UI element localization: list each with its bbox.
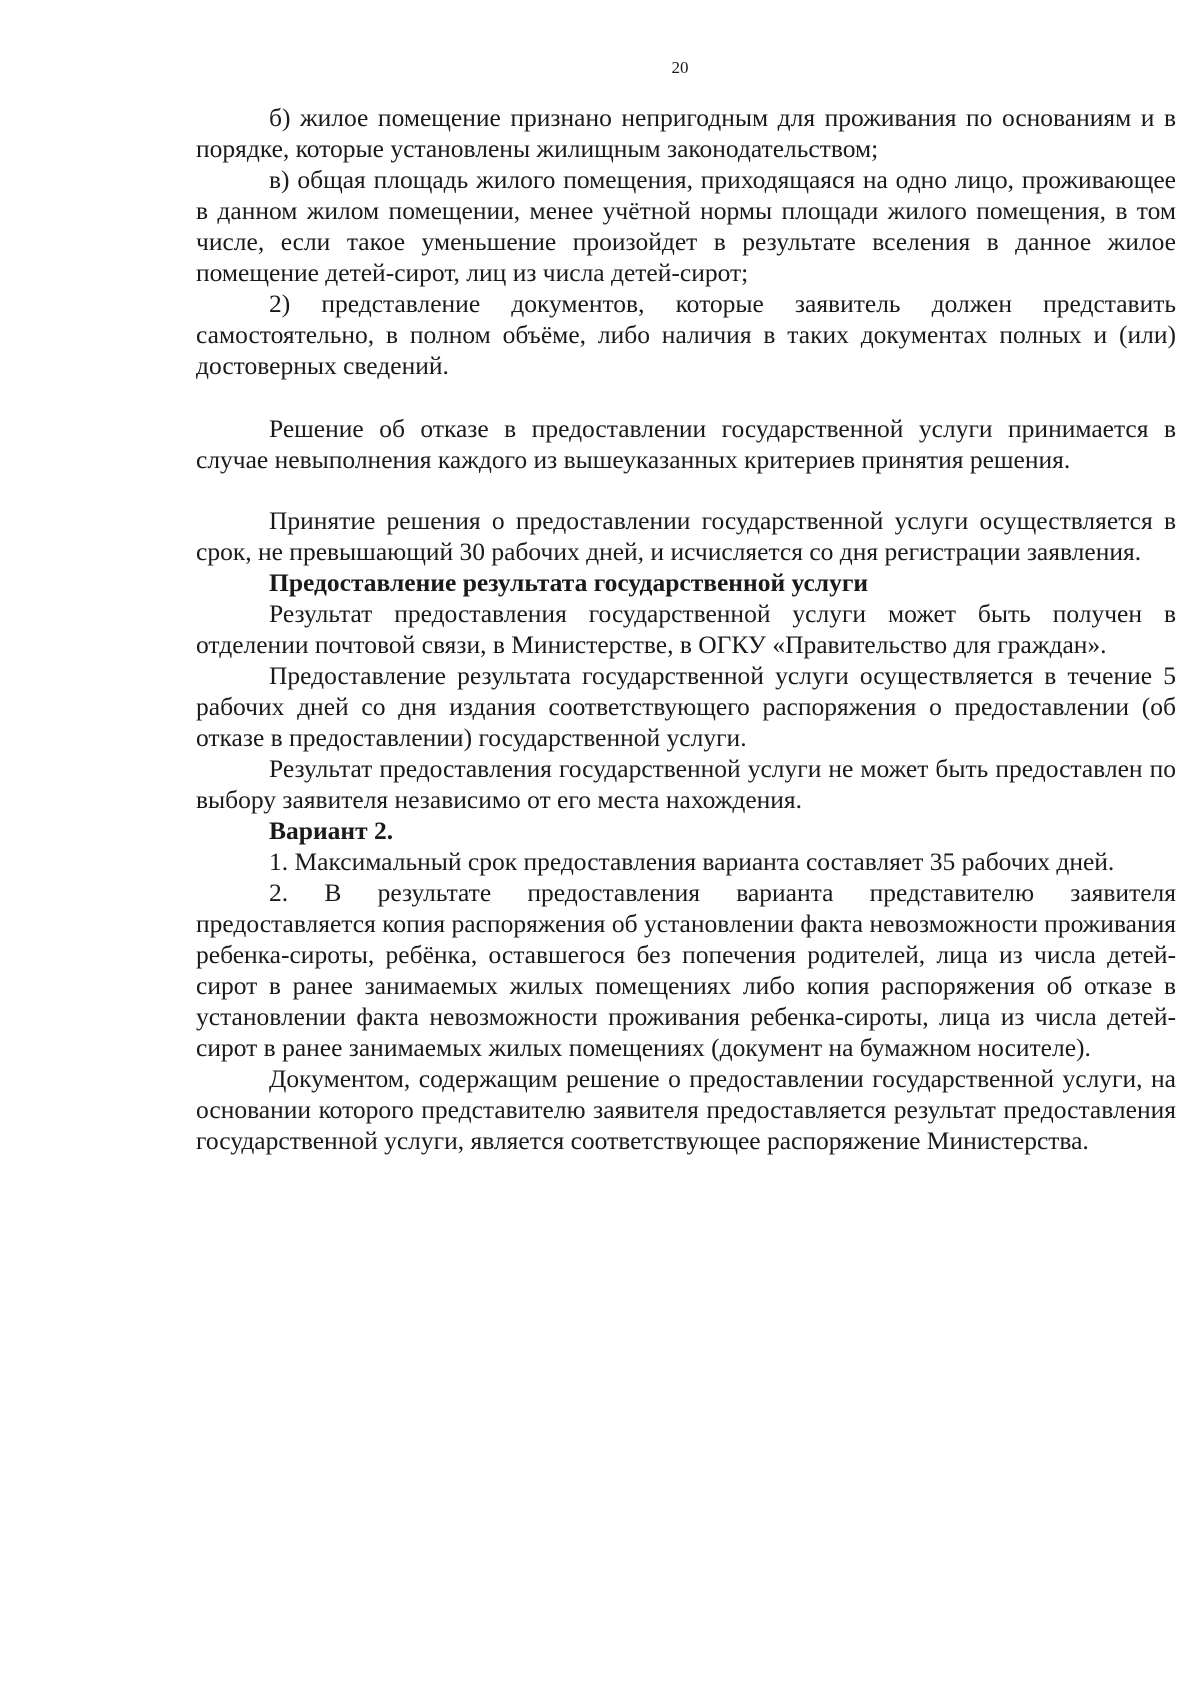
decision-paragraph: Принятие решения о предоставлении государственной услуги осуществляется в срок, не превышающий 30 рабочих дней, и исчисляется со дня регистрации заявления. bbox=[196, 506, 1176, 566]
variant-paragraph-3: Документом, содержащим решение о предоставлении государственной услуги, на основании которого представителю заявителя предоставляется результат предоставления государственной услуги, является соответствующее распоряжение Министерства. bbox=[196, 1064, 1176, 1155]
section-heading-result: Предоставление результата государственной услуги bbox=[269, 568, 869, 597]
document-body bbox=[196, 102, 1176, 1156]
refusal-paragraph: Решение об отказе в предоставлении государственной услуги принимается в случае невыполнения каждого из вышеуказанных критериев принятия решения. bbox=[196, 414, 1176, 474]
result-paragraph-3: Результат предоставления государственной услуги не может быть предоставлен по выбору заявителя независимо от его места нахождения. bbox=[196, 754, 1176, 814]
variant-paragraph-2: 2. В результате предоставления варианта представителю заявителя предоставляется копия распоряжения об установлении факта невозможности проживания ребенка-сироты, ребёнка, оставшегося без попечения родителей, лица из числа детей-сирот в ранее занимаемых жилых помещениях либо копия распоряжения об отказе в установлении факта невозможности проживания ребенка-сироты, лица из числа детей-сирот в ранее занимаемых жилых помещениях (документ на бумажном носителе). bbox=[196, 878, 1176, 1062]
paragraph-item-2: 2) представление документов, которые заявитель должен представить самостоятельно, в полном объёме, либо наличия в таких документах полных и (или) достоверных сведений. bbox=[196, 289, 1176, 380]
paragraph-item-v: в) общая площадь жилого помещения, приходящаяся на одно лицо, проживающее в данном жилом помещении, менее учётной нормы площади жилого помещения, в том числе, если такое уменьшение произойдет в результате вселения в данное жилое помещение детей-сирот, лиц из числа детей-сирот; bbox=[196, 165, 1176, 287]
result-paragraph-2: Предоставление результата государственной услуги осуществляется в течение 5 рабочих дней со дня издания соответствующего распоряжения о предоставлении (об отказе в предоставлении) государственной услуги. bbox=[196, 661, 1176, 752]
result-paragraph-1: Результат предоставления государственной услуги может быть получен в отделении почтовой связи, в Министерстве, в ОГКУ «Правительство для граждан». bbox=[196, 599, 1176, 659]
page-number: 20 bbox=[671, 58, 689, 77]
section-heading-variant: Вариант 2. bbox=[269, 816, 394, 845]
paragraph-item-b: б) жилое помещение признано непригодным для проживания по основаниям и в порядке, которые установлены жилищным законодательством; bbox=[196, 103, 1176, 163]
variant-paragraph-1: 1. Максимальный срок предоставления варианта составляет 35 рабочих дней. bbox=[269, 847, 1115, 876]
